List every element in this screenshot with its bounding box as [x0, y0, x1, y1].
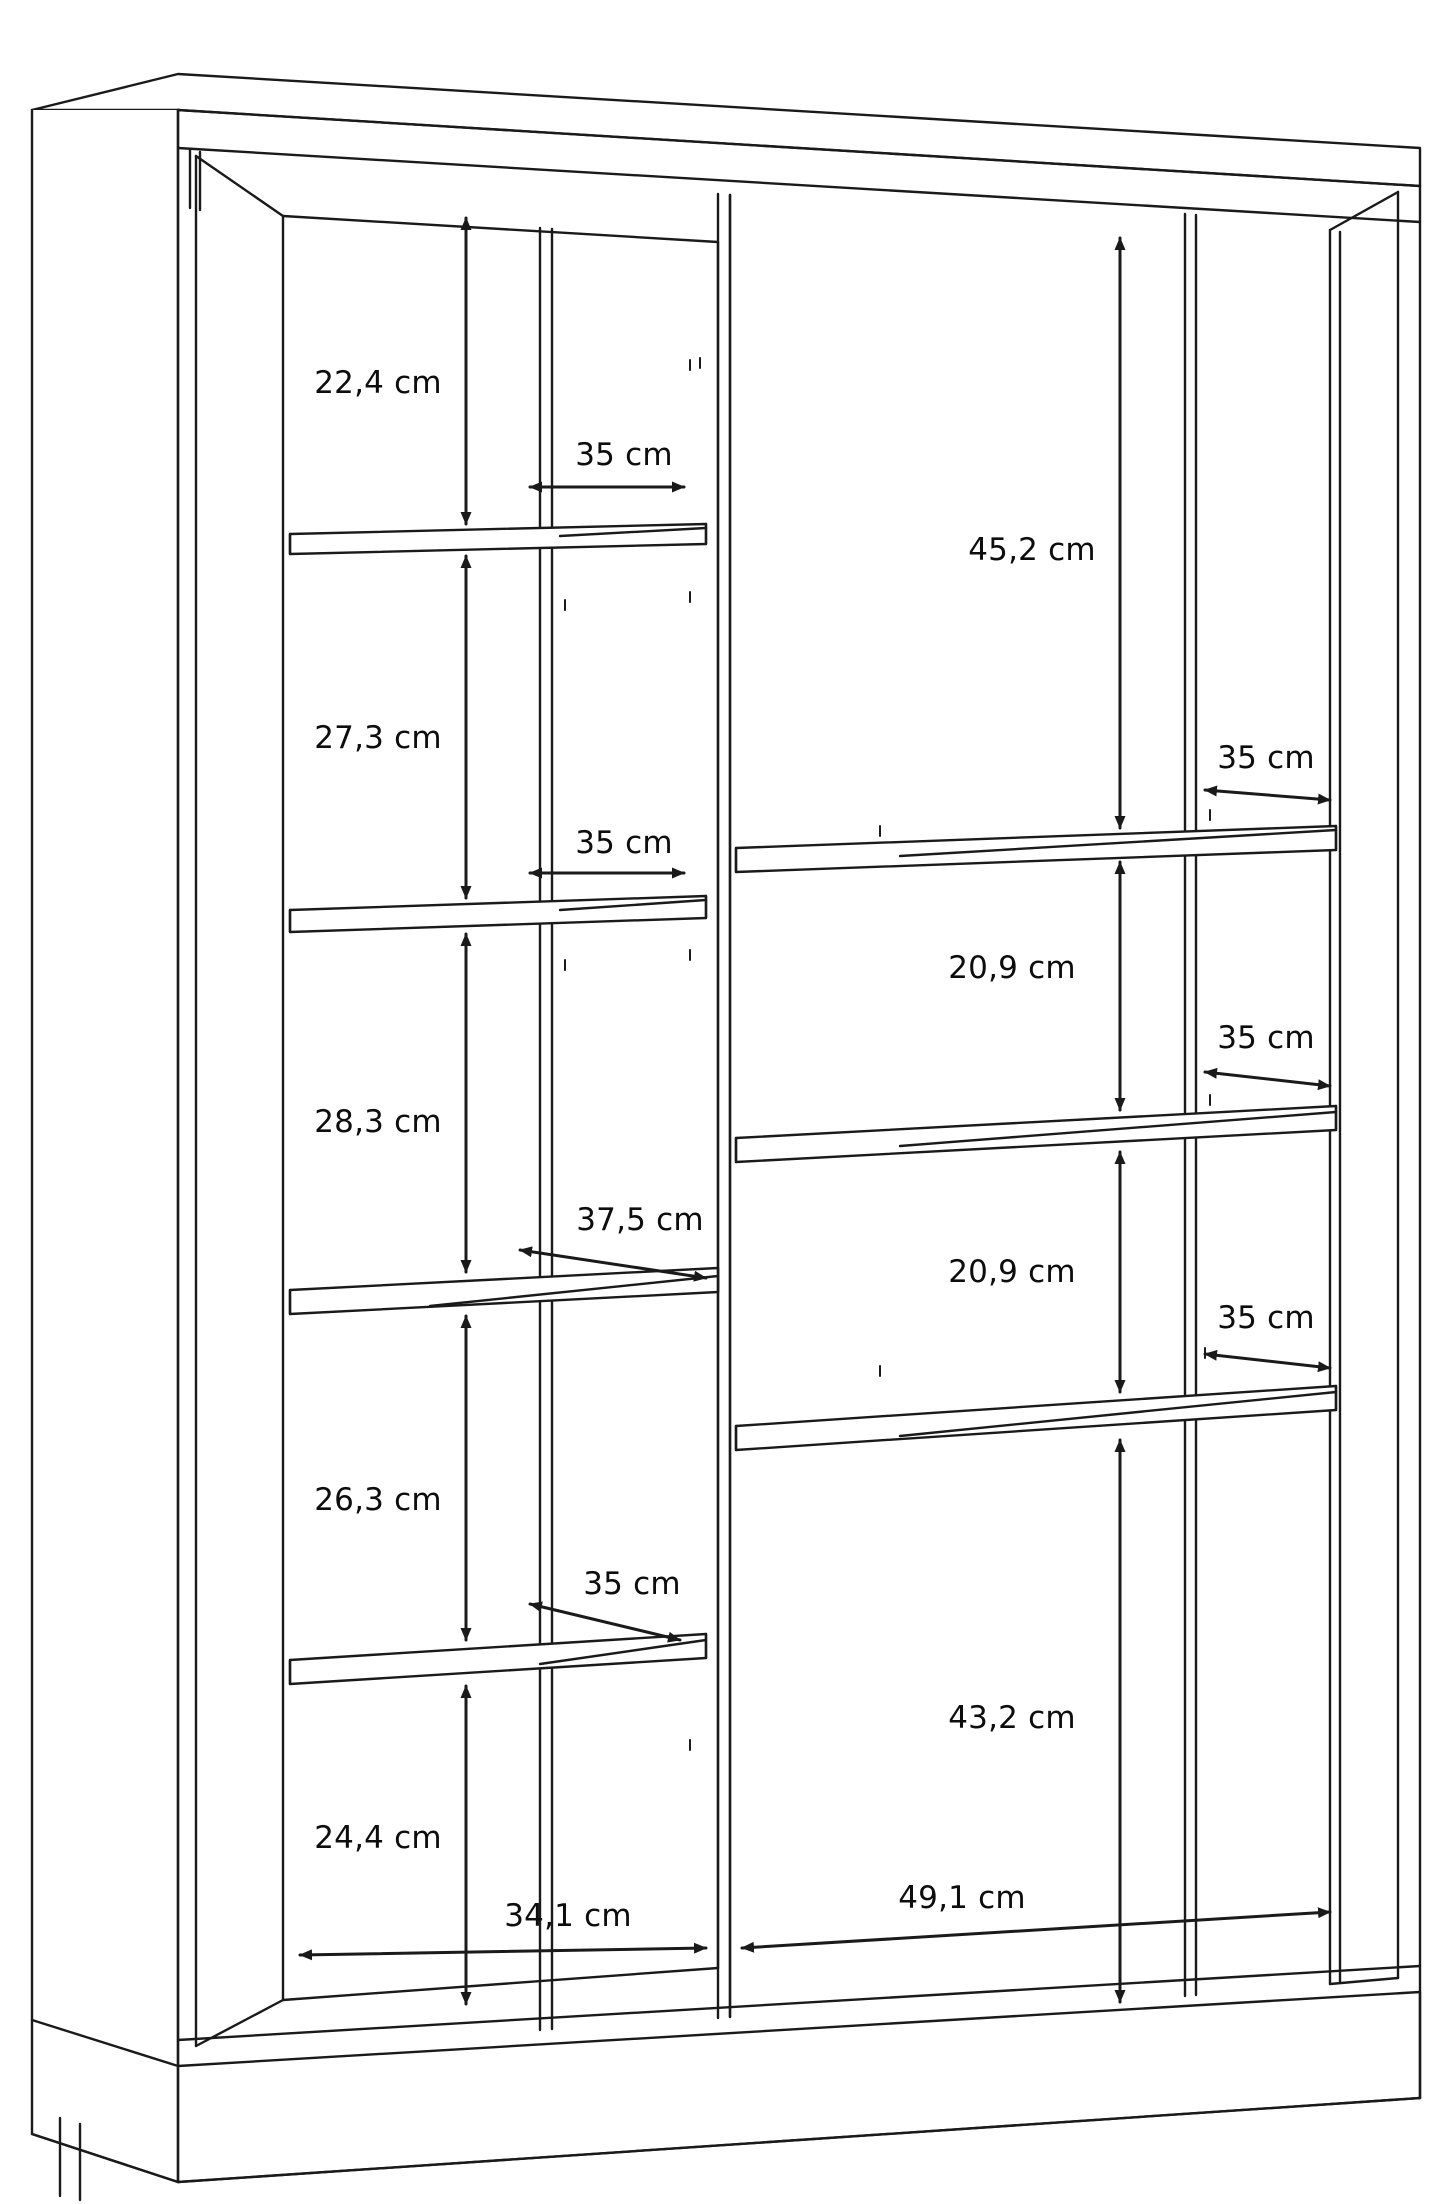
left-side-panel: [32, 110, 178, 2182]
dimension-label-right-v4: 43,2 cm: [948, 1700, 1076, 1736]
dimension-label-right-v2: 20,9 cm: [948, 950, 1076, 986]
left-peg-holes: [565, 358, 700, 1750]
dimension-label-left-v3: 28,3 cm: [314, 1104, 442, 1140]
right-peg-holes: [880, 810, 1210, 1376]
dimension-label-right-d2: 35 cm: [1217, 1020, 1315, 1056]
right-shelf-2: [736, 1106, 1336, 1162]
dimension-label-left-d3: 37,5 cm: [576, 1202, 704, 1238]
dimension-label-left-v4: 26,3 cm: [314, 1482, 442, 1518]
arrow-right-d1: [1205, 790, 1330, 800]
dimension-label-left-v1: 22,4 cm: [314, 365, 442, 401]
dimension-label-left-d2: 35 cm: [575, 825, 673, 861]
left-bottom-diagonal: [196, 2000, 283, 2046]
left-back-bottom-edge: [283, 1968, 718, 2000]
dimension-arrows: [300, 218, 1330, 2004]
left-shelf-3: [290, 1268, 718, 1314]
left-shelf-2: [290, 896, 706, 932]
dimension-label-width-right: 49,1 cm: [898, 1880, 1026, 1916]
dimension-label-right-v3: 20,9 cm: [948, 1254, 1076, 1290]
left-back-top-edge: [283, 216, 718, 242]
dimension-label-right-d3: 35 cm: [1217, 1300, 1315, 1336]
arrow-width-right: [742, 1912, 1330, 1948]
left-shelf-4: [290, 1634, 706, 1684]
dimension-label-left-d1: 35 cm: [575, 437, 673, 473]
dimension-label-width-left: 34,1 cm: [504, 1898, 632, 1934]
dimension-label-left-v2: 27,3 cm: [314, 720, 442, 756]
dimension-label-left-v5: 24,4 cm: [314, 1820, 442, 1856]
dimension-label-left-d4: 35 cm: [583, 1566, 681, 1602]
dimension-label-right-v1: 45,2 cm: [968, 532, 1096, 568]
arrow-right-d3: [1205, 1354, 1330, 1368]
left-shelf-1: [290, 524, 706, 554]
arrow-width-left: [300, 1948, 706, 1955]
arrow-right-d2: [1205, 1072, 1330, 1086]
left-top-diagonal: [196, 156, 283, 216]
right-shelf-3: [736, 1386, 1336, 1450]
top-panel: [32, 74, 1420, 186]
dimension-label-right-d1: 35 cm: [1217, 740, 1315, 776]
right-top-diagonal: [1330, 192, 1398, 230]
plinth-bottom: [178, 2098, 1420, 2182]
